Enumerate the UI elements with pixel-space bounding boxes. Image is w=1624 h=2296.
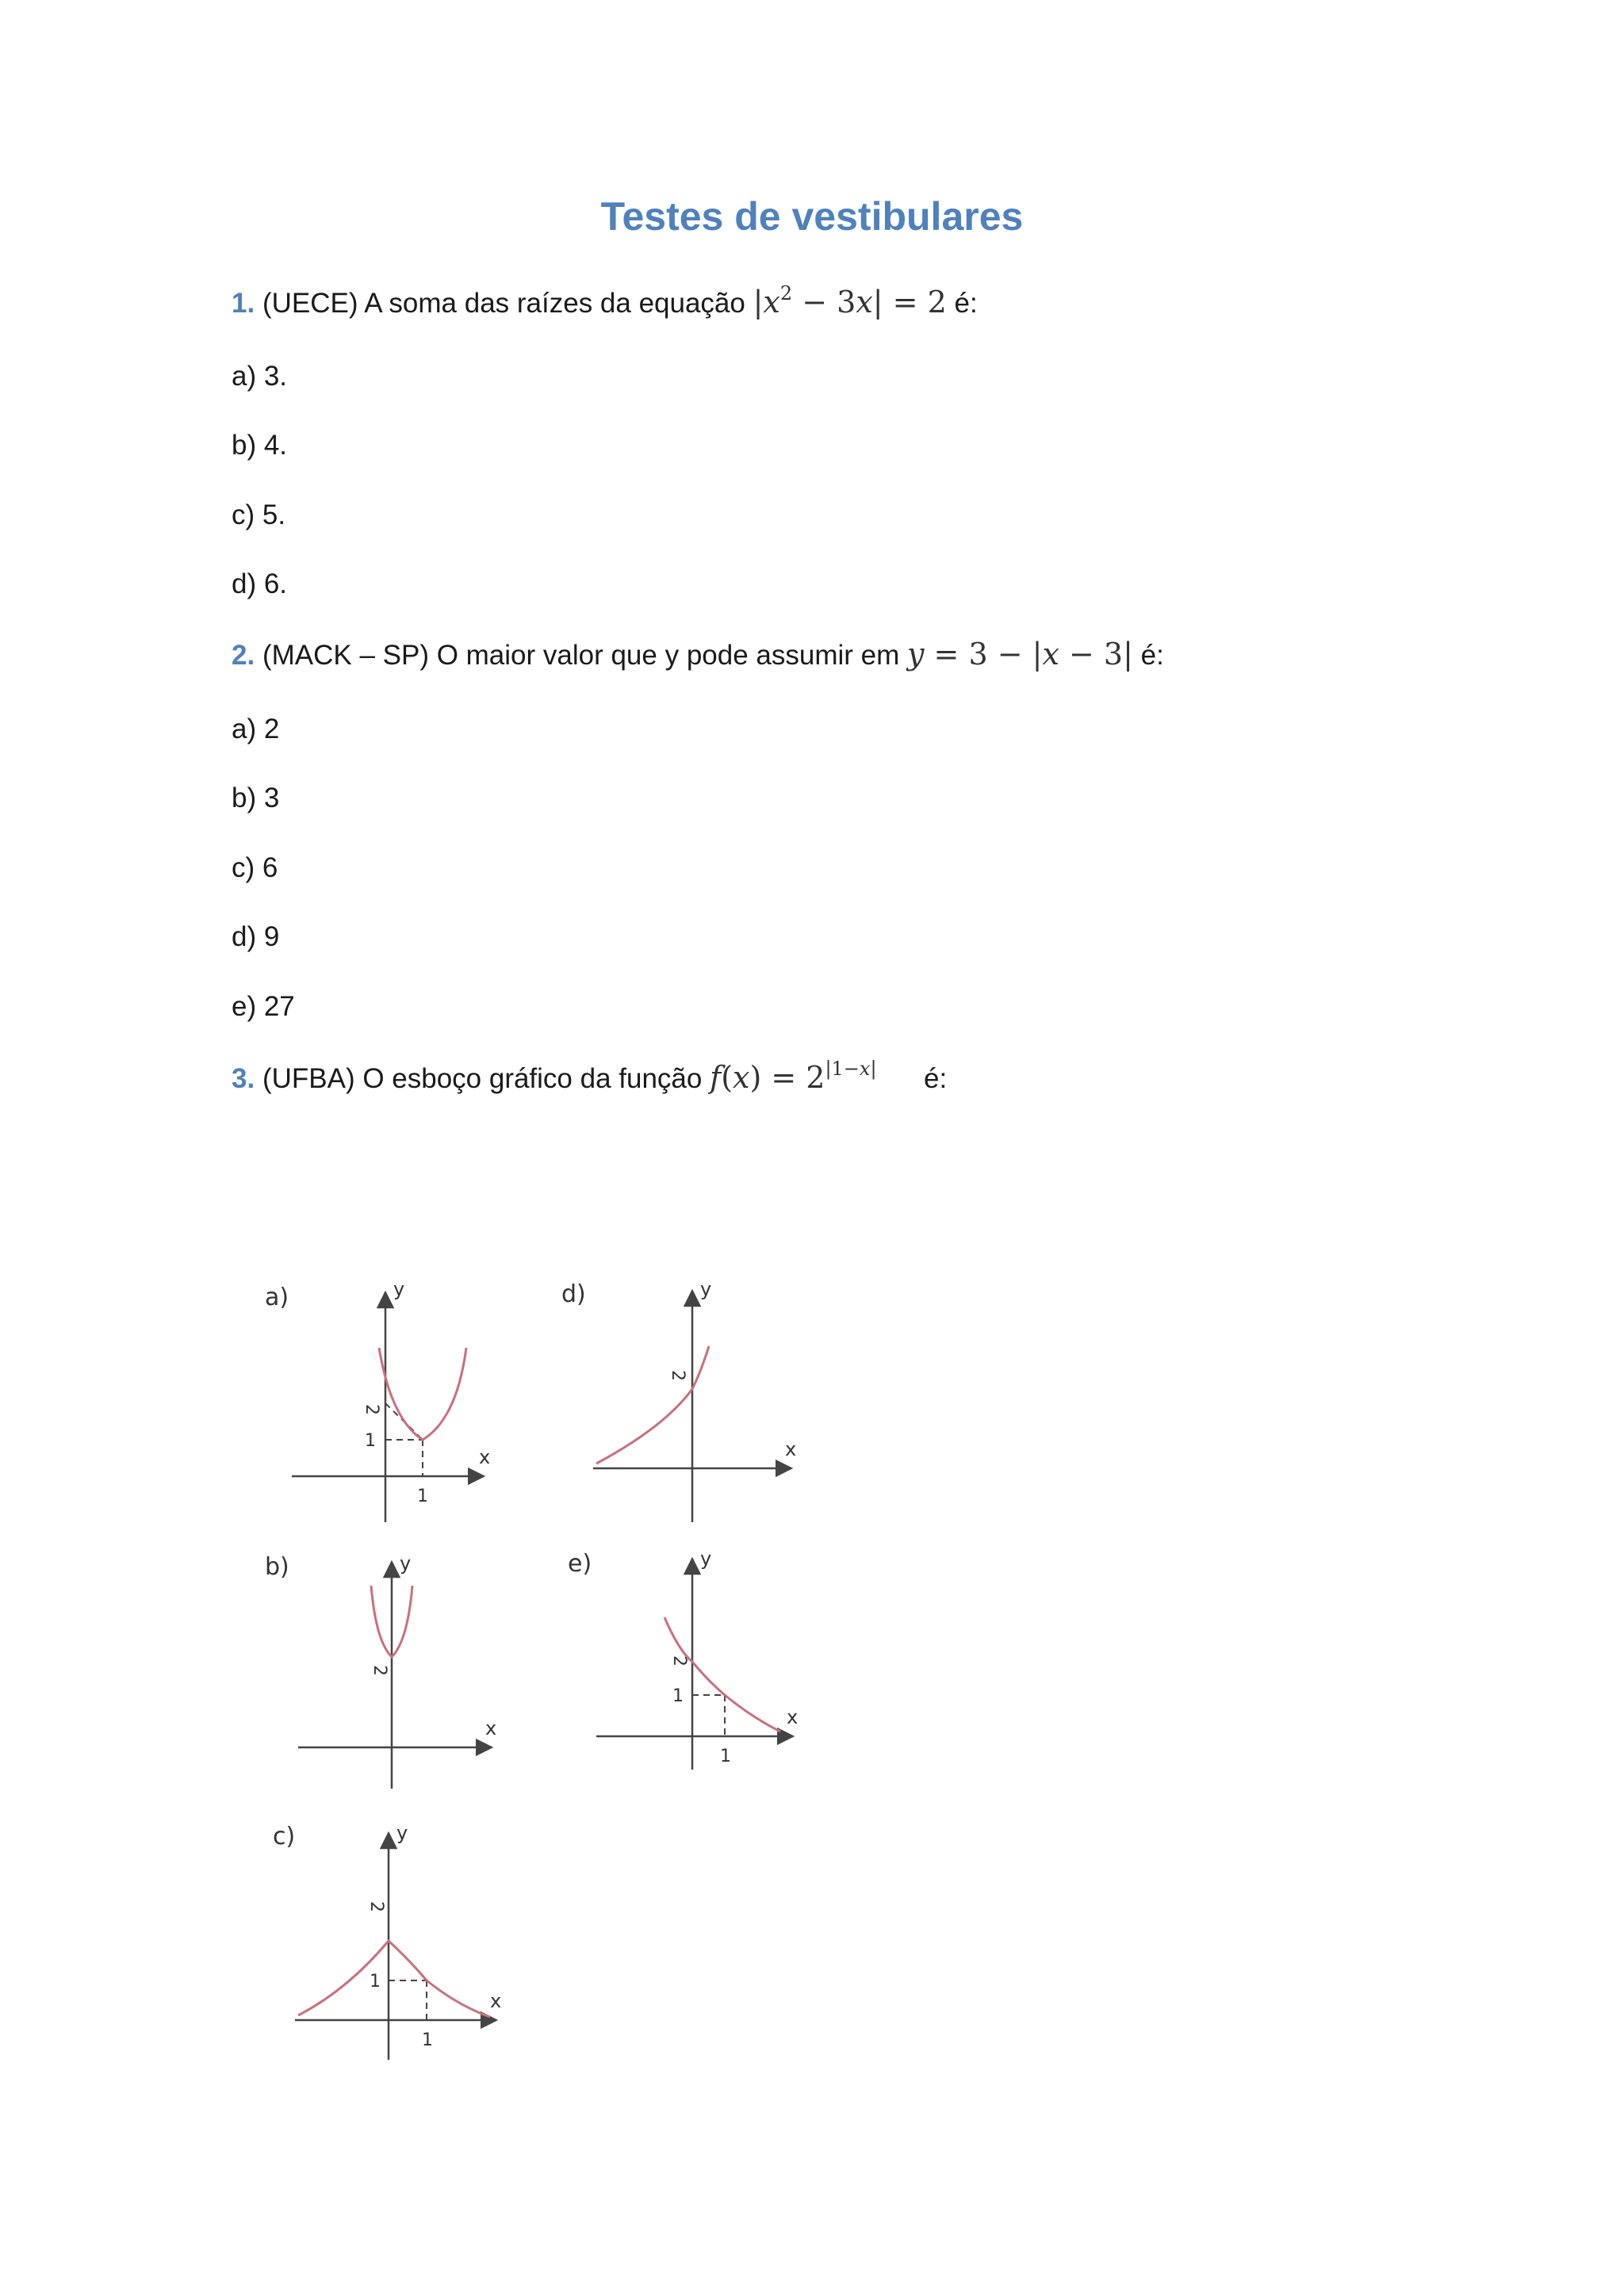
x-axis-label: x	[490, 1990, 502, 2012]
tick-label-2: 2	[366, 1901, 386, 1912]
question-suffix: é:	[954, 288, 978, 319]
question-number: 1.	[232, 288, 255, 319]
graph-e	[568, 1548, 798, 1770]
option-a: a) 3.	[232, 361, 288, 392]
y-axis-label: y	[393, 1278, 405, 1300]
graph-a	[265, 1278, 490, 1522]
option-c: c) 6	[232, 852, 278, 883]
option-d: d) 6.	[232, 568, 288, 599]
y-axis-label: y	[400, 1552, 412, 1575]
option-a: a) 2	[232, 714, 280, 744]
tick-label-2: 2	[669, 1655, 689, 1667]
equation: $|x^2 - 3x| = 2$	[753, 282, 947, 320]
option-b: b) 3	[232, 783, 280, 813]
option-d: d) 9	[232, 921, 280, 952]
graph-label: a)	[265, 1284, 289, 1311]
curve	[298, 1941, 490, 2017]
question-number: 2.	[232, 640, 255, 671]
graph-label: d)	[561, 1280, 586, 1308]
question-suffix: é:	[1140, 640, 1164, 671]
tick-label-1-y: 1	[365, 1431, 376, 1451]
question-text: (UECE) A soma das raízes da equação	[262, 288, 745, 319]
y-axis-label: y	[396, 1822, 408, 1844]
tick-label-1-y: 1	[672, 1686, 684, 1706]
tick-label-1-x: 1	[720, 1747, 731, 1766]
x-axis-label: x	[787, 1706, 799, 1728]
question-number: 3.	[232, 1063, 255, 1094]
tick-label-1-x: 1	[417, 1487, 428, 1506]
y-axis-label: y	[700, 1548, 712, 1570]
tick-label-2: 2	[668, 1370, 688, 1381]
option-b: b) 4.	[232, 430, 288, 461]
tick-label-2: 2	[362, 1404, 381, 1415]
curve	[379, 1348, 466, 1440]
question-3	[232, 1058, 948, 1095]
graph-label: b)	[265, 1553, 289, 1581]
question-text: (UFBA) O esboço gráfico da função	[262, 1063, 703, 1094]
tick-label-1-y: 1	[370, 1972, 381, 1992]
y-axis-label: y	[700, 1278, 712, 1300]
question-1	[232, 282, 978, 320]
option-c: c) 5.	[232, 499, 286, 530]
tick-label-1-x: 1	[422, 2030, 433, 2050]
question-2	[232, 637, 1164, 672]
graph-label: c)	[273, 1823, 296, 1850]
graph-c	[273, 1822, 501, 2060]
question-suffix: é:	[924, 1063, 948, 1094]
graph-b	[265, 1552, 496, 1789]
x-axis-label: x	[485, 1717, 497, 1739]
curve	[665, 1617, 780, 1732]
question-text: (MACK – SP) O maior valor que y pode assumir em	[262, 640, 900, 671]
page-title: Testes de vestibulares	[600, 194, 1024, 239]
x-axis-label: x	[479, 1446, 491, 1468]
option-e: e) 27	[232, 991, 295, 1022]
x-axis-label: x	[785, 1438, 797, 1460]
equation: y = 3 − |x − 3|	[907, 637, 1133, 672]
graphs-svg	[260, 1261, 831, 2069]
equation: $f(x) = 2^{|1-x|}$	[710, 1058, 877, 1095]
graph-d	[561, 1278, 796, 1522]
tick-label-2: 2	[370, 1665, 389, 1676]
graph-label: e)	[568, 1550, 592, 1578]
graphs-figure	[260, 1261, 831, 2069]
